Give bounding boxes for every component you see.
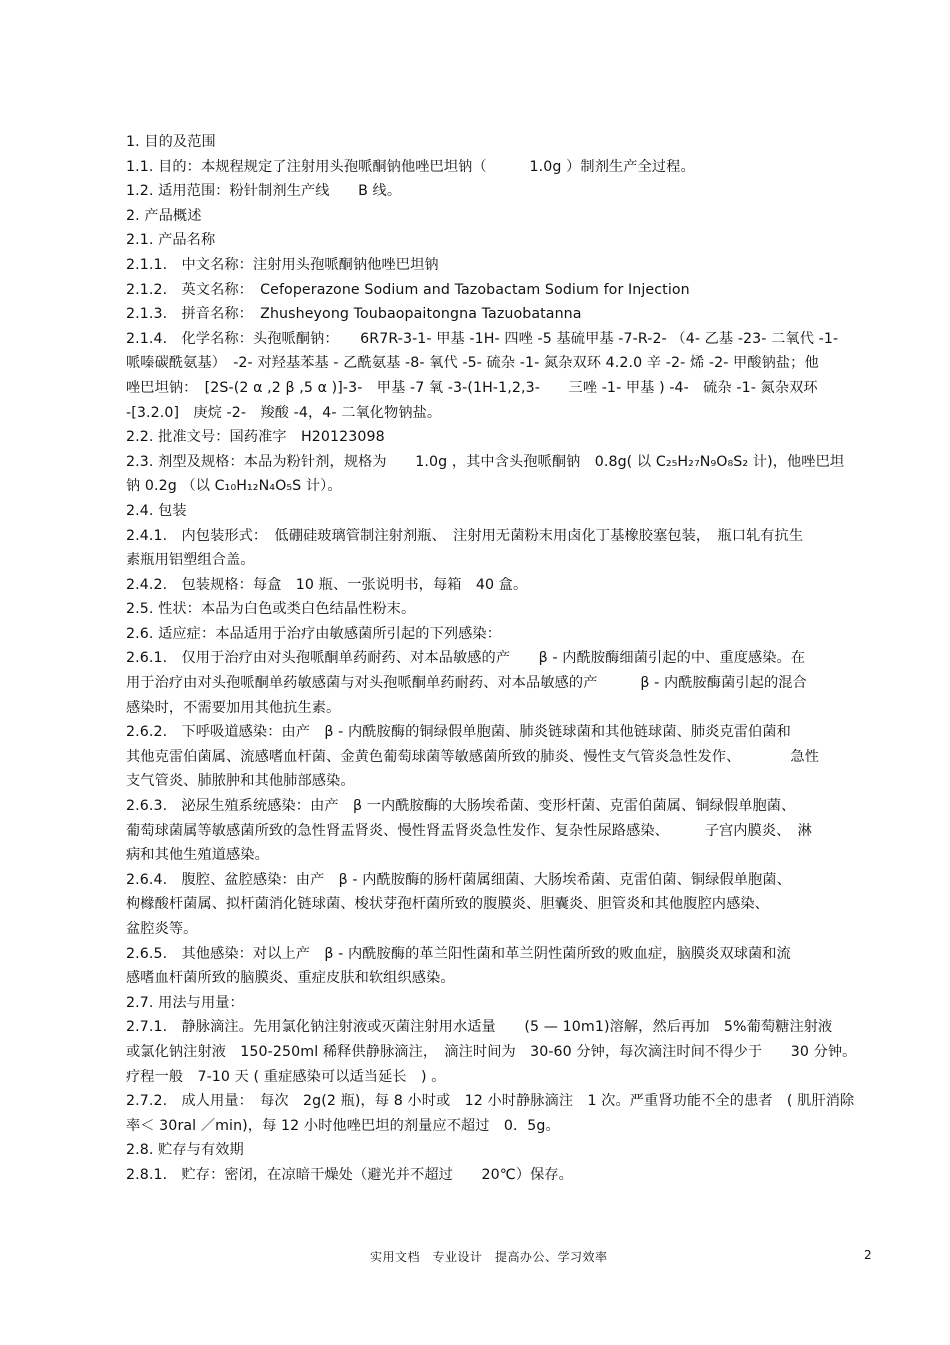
text-line: 1. 目的及范围	[126, 134, 216, 150]
text-line: 病和其他生殖道感染。	[126, 847, 269, 864]
page-footer	[0, 1248, 950, 1268]
text-line: 2.4.1. 内包装形式： 低硼硅玻璃管制注射剂瓶、 注射用无菌粉末用卤化丁基橡胶塞包装， 瓶口轧有抗生	[126, 527, 804, 544]
text-line: 2.7. 用法与用量：	[126, 994, 244, 1011]
text-line: 感染时，不需要加用其他抗生素。	[126, 699, 341, 716]
text-line: 1.2. 适用范围：粉针制剂生产线 B 线。	[126, 183, 402, 200]
text-line: 2.1.1. 中文名称：注射用头孢哌酮钠他唑巴坦钠	[126, 256, 439, 273]
text-line: 2.6.2. 下呼吸道感染：由产 β - 内酰胺酶的铜绿假单胞菌、肺炎链球菌和其他链球菌、肺炎克雷伯菌和	[126, 724, 791, 741]
text-line: 或氯化钠注射液 150-250ml 稀释供静脉滴注， 滴注时间为 30-60 分钟，每次滴注时间不得少于 30 分钟。	[126, 1043, 857, 1060]
text-line: 2.7.2. 成人用量： 每次 2g(2 瓶)，每 8 小时或 12 小时静脉滴注 1 次。严重肾功能不全的患者 ( 肌肝消除	[126, 1093, 855, 1110]
text-line: 2.1.2. 英文名称： Cefoperazone Sodium and Tazobactam Sodium for Injection	[126, 281, 690, 298]
text-line: 支气管炎、肺脓肿和其他肺部感染。	[126, 773, 355, 790]
text-line: 枸橼酸杆菌属、拟杆菌消化链球菌、梭状芽孢杆菌所致的腹膜炎、胆囊炎、胆管炎和其他腹腔内感染、	[126, 896, 769, 913]
text-line: 2.6.4. 腹腔、盆腔感染：由产 β - 内酰胺酶的肠杆菌属细菌、大肠埃希菌、克雷伯菌、铜绿假单胞菌、	[126, 871, 791, 888]
text-line: 1.1. 目的：本规程规定了注射用头孢哌酮钠他唑巴坦钠（ 1.0g ）制剂生产全过程。	[126, 158, 695, 175]
text-line: 2.3. 剂型及规格：本品为粉针剂，规格为 1.0g ，其中含头孢哌酮钠 0.8g( 以 C₂₅H₂₇N₉O₈S₂ 计)，他唑巴坦	[126, 453, 845, 470]
text-line: 2.7.1. 静脉滴注。先用氯化钠注射液或灭菌注射用水适量 (5 — 10m1)溶解，然后再加 5%葡萄糖注射液	[126, 1019, 833, 1036]
text-line: 2. 产品概述	[126, 207, 202, 224]
text-line: 2.5. 性状：本品为白色或类白色结晶性粉末。	[126, 601, 416, 618]
text-line: 2.4. 包装	[126, 502, 187, 519]
text-line: 率＜ 30ral ／min)，每 12 小时他唑巴坦的剂量应不超过 0．5g。	[126, 1117, 560, 1134]
text-line: 2.6.5. 其他感染：对以上产 β - 内酰胺酶的革兰阳性菌和革兰阴性菌所致的败血症，脑膜炎双球菌和流	[126, 945, 791, 962]
text-line: 感嗜血杆菌所致的脑膜炎、重症皮肤和软组织感染。	[126, 970, 455, 987]
text-line: -[3.2.0] 庚烷 -2- 羧酸 -4，4- 二氧化物钠盐。	[126, 404, 442, 421]
text-line: 盆腔炎等。	[126, 921, 198, 937]
text-line: 钠 0.2g （以 C₁₀H₁₂N₄O₅S 计）。	[126, 478, 342, 495]
text-line: 唑巴坦钠： [2S-(2 α ,2 β ,5 α )]-3- 甲基 -7 氧 -3-(1H-1,2,3- 三唑 -1- 甲基 ) -4- 硫杂 -1- 氮杂双环	[126, 379, 818, 396]
text-line: 2.6. 适应症：本品适用于治疗由敏感菌所引起的下列感染：	[126, 625, 501, 642]
document-body	[126, 130, 874, 1188]
text-line: 用于治疗由对头孢哌酮单药敏感菌与对头孢哌酮单药耐药、对本品敏感的产 β - 内酰胺酶菌引起的混合	[126, 675, 807, 692]
page-number: 2	[864, 1248, 872, 1262]
text-line: 2.6.1. 仅用于治疗由对头孢哌酮单药耐药、对本品敏感的产 β - 内酰胺酶细菌引起的中、重度感染。在	[126, 650, 806, 667]
text-line: 哌嗪碳酰氨基） -2- 对羟基苯基 - 乙酰氨基 -8- 氧代 -5- 硫杂 -1- 氮杂双环 4.2.0 辛 -2- 烯 -2- 甲酸钠盐；他	[126, 355, 819, 372]
text-line: 其他克雷伯菌属、流感嗜血杆菌、金黄色葡萄球菌等敏感菌所致的肺炎、慢性支气管炎急性发作、 急性	[126, 748, 819, 765]
text-line: 2.2. 批准文号：国药准字 H20123098	[126, 429, 385, 446]
text-line: 葡萄球菌属等敏感菌所致的急性肾盂肾炎、慢性肾盂肾炎急性发作、复杂性尿路感染、 子宫内膜炎、 淋	[126, 822, 812, 839]
text-line: 2.8. 贮存与有效期	[126, 1142, 244, 1159]
text-line: 2.6.3. 泌尿生殖系统感染：由产 β 一内酰胺酶的大肠埃希菌、变形杆菌、克雷伯菌属、铜绿假单胞菌、	[126, 798, 796, 815]
text-line: 素瓶用铝塑组合盖。	[126, 552, 255, 569]
text-line: 2.1. 产品名称	[126, 232, 216, 249]
text-line: 2.1.3. 拼音名称： Zhusheyong Toubaopaitongna Tazuobatanna	[126, 306, 582, 323]
footer-text: 实用文档 专业设计 提高办公、学习效率	[370, 1250, 608, 1264]
text-line: 疗程一般 7-10 天 ( 重症感染可以适当延长 ) 。	[126, 1068, 446, 1085]
text-line: 2.4.2. 包装规格：每盒 10 瓶、一张说明书，每箱 40 盒。	[126, 576, 528, 593]
text-line: 2.1.4. 化学名称：头孢哌酮钠： 6R7R-3-1- 甲基 -1H- 四唑 -5 基硫甲基 -7-R-2- （4- 乙基 -23- 二氧代 -1-	[126, 330, 839, 347]
text-line: 2.8.1. 贮存：密闭，在凉暗干燥处（避光并不超过 20℃）保存。	[126, 1166, 573, 1183]
